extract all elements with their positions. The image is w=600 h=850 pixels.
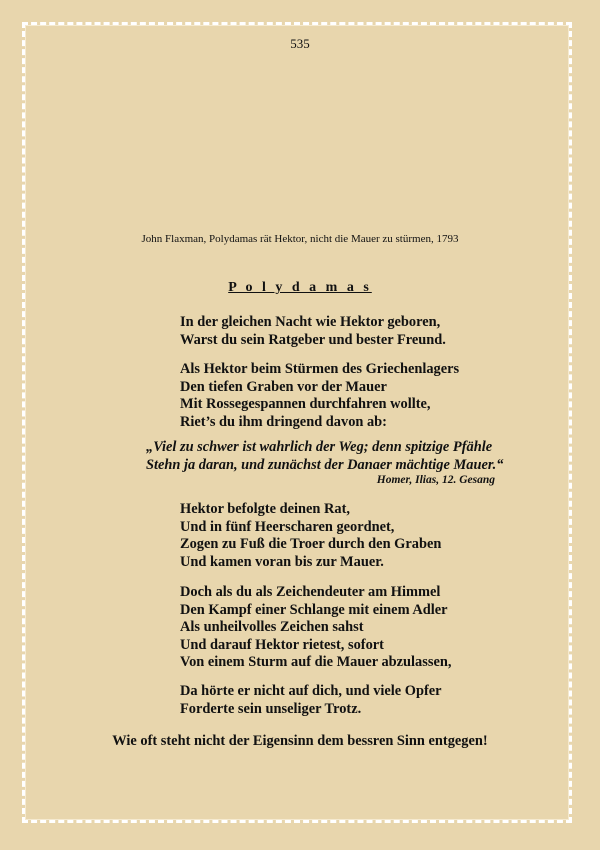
stanza-3 xyxy=(180,501,441,571)
stanza-2 xyxy=(180,361,459,431)
poem-line: Und in fünf Heerscharen geordnet, xyxy=(180,518,395,535)
poem-line: Warst du sein Ratgeber und bester Freund. xyxy=(180,331,446,348)
poem-line: Den Kampf einer Schlange mit einem Adler xyxy=(180,601,448,618)
homer-quote xyxy=(146,438,503,474)
image-caption: John Flaxman, Polydamas rät Hektor, nicht die Mauer zu stürmen, 1793 xyxy=(141,233,459,245)
page-number: 535 xyxy=(290,36,310,51)
poem-line: Doch als du als Zeichendeuter am Himmel xyxy=(180,584,441,600)
poem-line: Forderte sein unseliger Trotz. xyxy=(180,700,362,717)
quote-line: „Viel zu schwer ist wahrlich der Weg; denn spitzige Pfähle xyxy=(146,439,493,455)
poem-line: In der gleichen Nacht wie Hektor geboren, xyxy=(180,314,441,330)
poem-line: Mit Rossegespannen durchfahren wollte, xyxy=(180,396,431,412)
poem-title: P o l y d a m a s xyxy=(228,280,372,295)
poem-line: Als Hektor beim Stürmen des Griechenlagers xyxy=(180,361,460,377)
poem-line: Von einem Sturm auf die Mauer abzulassen, xyxy=(180,654,452,670)
poem-line: Zogen zu Fuß die Troer durch den Graben xyxy=(180,536,442,552)
closing-line: Wie oft steht nicht der Eigensinn dem bessren Sinn entgegen! xyxy=(112,733,488,749)
stanza-4 xyxy=(180,584,451,672)
poem-line: Und kamen voran bis zur Mauer. xyxy=(180,553,384,570)
poem-line: Als unheilvolles Zeichen sahst xyxy=(180,619,364,635)
quote-source: Homer, Ilias, 12. Gesang xyxy=(376,474,495,486)
poem-line: Da hörte er nicht auf dich, und viele Opfer xyxy=(180,683,442,699)
poem-line: Hektor befolgte deinen Rat, xyxy=(180,501,351,517)
stanza-5 xyxy=(180,683,442,718)
poem-line: Den tiefen Graben vor der Mauer xyxy=(180,378,387,395)
poem-line: Riet’s du ihm dringend davon ab: xyxy=(180,413,387,430)
stanza-1 xyxy=(180,314,446,349)
quote-line: Stehn ja daran, und zunächst der Danaer mächtige Mauer.“ xyxy=(146,457,504,473)
poem-line: Und darauf Hektor rietest, sofort xyxy=(180,636,384,653)
